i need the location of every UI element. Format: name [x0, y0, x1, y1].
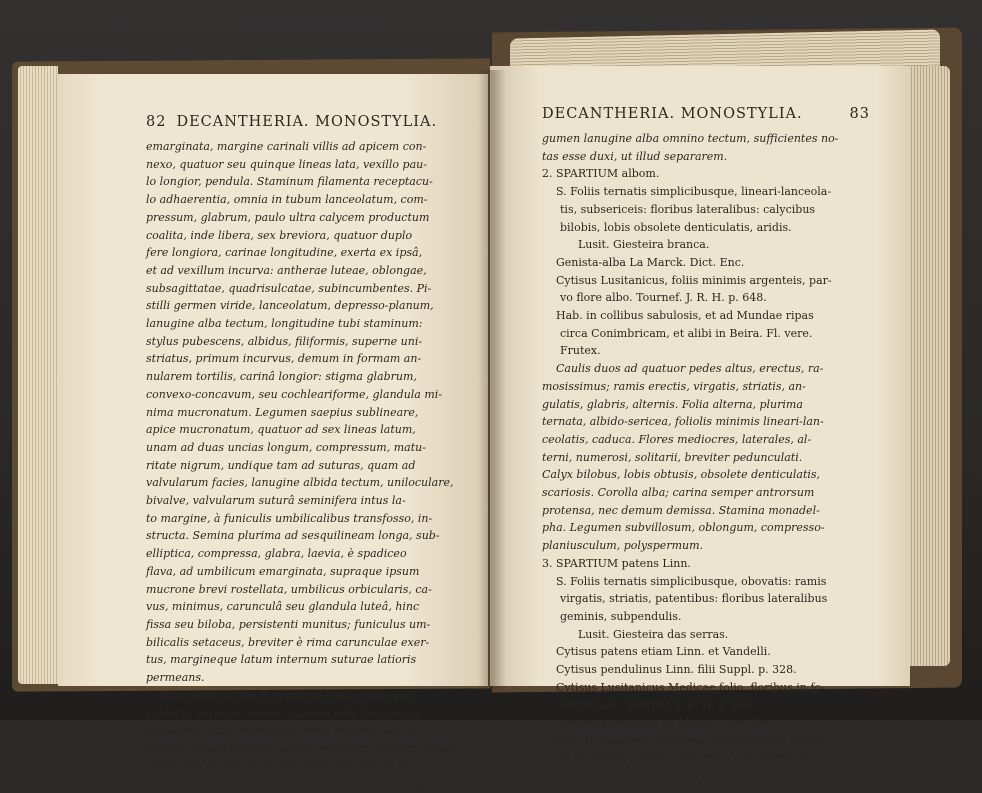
text-line: Hab. in montosis sabulosis, praesertim in Beira [556, 733, 821, 747]
right-page [490, 66, 910, 783]
text-line: circa Conimbricam, et alibi in Beira. Fl. vere. [560, 326, 813, 340]
book-gutter [478, 70, 506, 690]
text-line: Cytisus pendulinus Linn. filii Suppl. p. 328. [556, 663, 797, 677]
text-line: Cytisus Lusitanicus, foliis minimis argenteis, par- [556, 273, 832, 287]
text-line: ritate nigrum, undique tam ad suturas, quam ad [146, 458, 416, 472]
text-line: 3. SPARTIUM patens Linn. [542, 556, 691, 570]
right-footer [542, 767, 870, 784]
text-line: Calyx bilobus, lobis obtusis, obsolete denticulatis, [542, 468, 821, 482]
text-line: emarginata, margine carinali villis ad apicem con- [146, 140, 427, 153]
text-line: bilobis, lobis obsolete denticulatis, aridis. [560, 220, 792, 234]
text-line: Obs. Nimis affine S. scopario Linn., cujus etsi [160, 688, 414, 702]
text-line: lanugine alba tectum, longitudine tubi staminum: [146, 317, 423, 331]
left-running-header [146, 114, 438, 130]
text-line: striatus, primum incurvus, demum in formam an- [146, 352, 422, 366]
text-line: flava, ad umbilicum emarginata, supraque ipsum [146, 564, 420, 578]
right-page-number: 83 [849, 106, 870, 122]
right-running-head: DECANTHERIA. MONOSTYLIA. [542, 106, 803, 122]
left-catchword: gu- [416, 777, 434, 791]
text-line: bivalve, valvularum suturâ seminifera intus la- [146, 494, 406, 508]
text-line: stylus pubescens, albidus, filiformis, superne uni- [146, 334, 423, 348]
text-line: mucrone brevi rostellata, umbilicus orbicularis, ca- [146, 582, 432, 596]
text-line: numerosa, nulla in novellis ramis ternata, sed ra- [146, 724, 421, 738]
text-line: Genista-alba La Marck. Dict. Enc. [556, 255, 745, 269]
text-line: tis, subsericeis: floribus lateralibus: calycibus [560, 202, 816, 216]
text-line: pha. Legumen subvillosum, oblongum, compresso- [542, 521, 825, 535]
text-line: stilli germen viride, lanceolatum, depresso-planum, [146, 299, 434, 313]
text-line: permeans. [146, 671, 205, 685]
text-line: structa. Semina plurima ad sesquilineam longa, sub- [146, 529, 440, 543]
text-line: apice mucronatum, quatuor ad sex lineas latum, [146, 423, 416, 437]
text-line: subsagittatae, quadrisulcatae, subincumbentes. Pi- [146, 281, 432, 295]
signature-mark: L 2 [690, 769, 709, 783]
left-page-number: 82 [146, 114, 167, 130]
text-line: protensa, nec demum demissa. Stamina monadel- [542, 503, 820, 517]
text-line: valvularum facies, lanugine albida tectum, uniloculare, [146, 476, 454, 490]
right-last-line: et Lusitania boreali, raro circa Conimbricam [560, 751, 810, 765]
text-line: pressum, glabrum, paulo ultra calycem productum [146, 210, 430, 224]
text-line: Cytisus Lusitanicus Medicae folio, floribus in fo- [556, 680, 825, 694]
text-line: convexo-concavum, seu cochleariforme, glandula mi- [146, 387, 443, 401]
text-line: Cytisus patens etiam Linn. et Vandelli. [556, 645, 771, 659]
text-line: mosissimus; ramis erectis, virgatis, striatis, an- [542, 379, 806, 393]
text-line: lo adhaerentia, omnia in tubum lanceolatum, com- [146, 193, 428, 207]
text-line: S. Foliis ternatis simplicibusque, lineari-lanceola- [556, 185, 832, 199]
right-running-header [542, 106, 870, 122]
text-line: nima mucronatum. Legumen saepius sublineare, [146, 405, 419, 419]
text-line: Caulis duos ad quatuor pedes altus, erectus, ra- [556, 362, 824, 376]
text-line: 2. SPARTIUM albom. [542, 167, 660, 181]
text-line: fere longiora, carinae longitudine, exerta ex ipsâ, [146, 246, 423, 260]
text-line: nularem tortilis, carinâ longior: stigma glabrum, [146, 370, 417, 384]
right-text-block [542, 130, 870, 750]
text-line: vo flore albo. Tournef. J. R. H. p. 648. [560, 291, 767, 305]
text-line: geminis, subpendulis. [560, 609, 682, 623]
text-line: nexo, quatuor seu quinque lineas lata, vexillo pau- [146, 157, 427, 171]
left-text-block [146, 138, 456, 775]
left-running-head: DECANTHERIA. MONOSTYLIA. [176, 114, 438, 130]
right-page-edges [906, 66, 950, 666]
text-line: ternata, albido-sericea, foliolis minimis lineari-lan- [542, 415, 824, 429]
text-line: coalita, inde libera, sex breviora, quatuor duplo [146, 228, 413, 242]
text-line: fissa seu biloba, persistenti munitus; funiculus um- [146, 617, 431, 631]
text-line: videatur varietas maior; attamen folia fasciculata [146, 706, 422, 720]
text-line: to margine, à funiculis umbilicalibus transfosso, in- [146, 511, 433, 525]
text-line: gulatis, glabris, alternis. Folia alterna, plurima [542, 397, 803, 411]
text-line: S. Foliis ternatis simplicibusque, obovatis: ramis [556, 574, 827, 588]
text-line: Genista-pendulina La Marck. Dict. Enc. [556, 716, 777, 730]
left-page-edges [18, 66, 58, 684]
text-line: tas esse duxi, ut illud separarem. [542, 149, 728, 163]
text-line: virgatis, striatis, patentibus: floribus lateralibus [560, 592, 828, 606]
text-line: Hab. in collibus sabulosis, et ad Mundae ripas [556, 309, 814, 323]
text-line: vus, minimus, carunculâ seu glandula luteâ, hinc [146, 600, 420, 614]
right-catchword: ad [856, 769, 870, 783]
text-line: et ad vexillum incurva: antherae luteae, oblongae, [146, 263, 427, 277]
text-line: elliptica, compressa, glabra, laevia, è spadiceo [146, 547, 407, 561]
text-line: unam ad duas uncias longum, compressum, matu- [146, 440, 426, 454]
text-line: gumen lanugine alba omnino tectum, sufficientes no- [542, 132, 839, 145]
left-page [58, 74, 488, 791]
text-line: liorum alis. Tournef. J. R. H. p. 648. [560, 698, 757, 712]
text-line: planiusculum, polyspermum. [542, 539, 704, 553]
text-line: Frutex. [560, 344, 601, 358]
text-line: lo longior, pendula. Staminum filamenta receptacu- [146, 175, 433, 189]
text-line: ceolatis, caduca. Flores mediocres, laterales, al- [542, 432, 812, 446]
text-line: tus, margineque latum internum suturae latioris [146, 653, 417, 667]
text-line: rissime, prope radicem ad ima novorum caulium, unum [146, 741, 456, 755]
text-line: Lusit. Giesteira branca. [578, 238, 710, 252]
text-line: bilicalis setaceus, breviter è rima carunculae exer- [146, 635, 430, 649]
text-line: Lusit. Giesteira das serras. [578, 627, 729, 641]
text-line: alterumve ternatum; flores certe maiores; et le- [146, 759, 413, 773]
text-line: terni, numerosi, solitarii, breviter pedunculati. [542, 450, 803, 464]
text-line: scariosis. Corolla alba; carina semper antrorsum [542, 486, 815, 500]
